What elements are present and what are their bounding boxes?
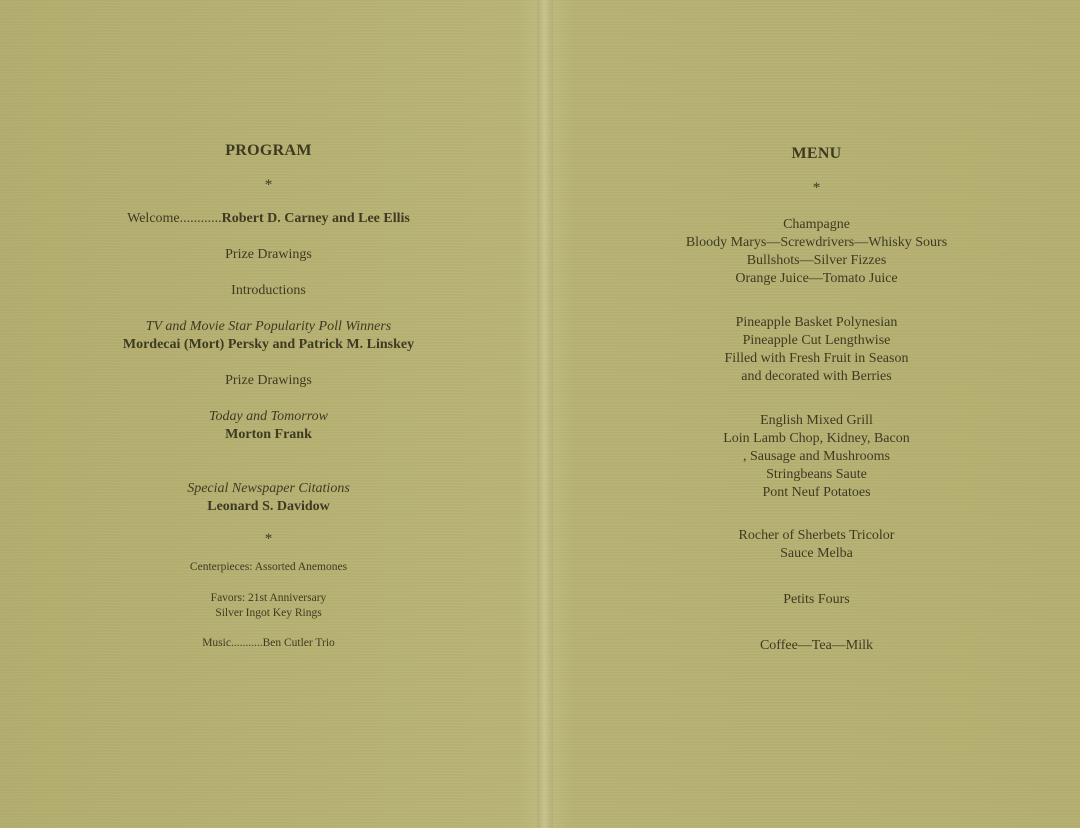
drinks-item: Champagne <box>783 217 850 232</box>
today-title: Today and Tomorrow <box>208 409 329 424</box>
beverages: Coffee—Tea—Milk <box>759 638 874 653</box>
music-label: Music <box>202 637 231 649</box>
grill-course: , Sausage and Mushrooms <box>743 449 890 464</box>
grill-course: English Mixed Grill <box>760 413 873 428</box>
fruit-course: Pineapple Cut Lengthwise <box>742 333 891 348</box>
welcome-label: Welcome <box>127 211 180 226</box>
welcome-line <box>0 210 537 228</box>
favors-line-2: Silver Ingot Key Rings <box>215 607 322 619</box>
welcome-names: Robert D. Carney and Lee Ellis <box>221 211 410 226</box>
music-performer: Ben Cutler Trio <box>262 637 335 649</box>
fruit-course: Pineapple Basket Polynesian <box>735 315 898 330</box>
dessert-course: Rocher of Sherbets Tricolor <box>738 528 895 543</box>
grill-course: Stringbeans Saute <box>766 467 867 482</box>
grill-course: Pont Neuf Potatoes <box>762 485 871 500</box>
star-divider: * <box>264 531 273 547</box>
fruit-course: and decorated with Berries <box>741 369 892 384</box>
centerpieces: Centerpieces: Assorted Anemones <box>189 561 348 573</box>
fruit-course: Filled with Fresh Fruit in Season <box>724 351 909 366</box>
favors-line-1: Favors: 21st Anniversary <box>210 592 327 604</box>
introductions: Introductions <box>231 283 306 298</box>
menu-heading: MENU <box>791 145 842 162</box>
drinks-item: Bullshots—Silver Fizzes <box>746 253 887 268</box>
petits-fours: Petits Fours <box>783 592 850 607</box>
program-heading: PROGRAM <box>225 142 312 159</box>
citations-title: Special Newspaper Citations <box>187 481 350 496</box>
star-divider: * <box>264 177 273 193</box>
today-speaker: Morton Frank <box>225 427 312 442</box>
star-divider: * <box>812 180 821 196</box>
prize-drawings: Prize Drawings <box>225 247 312 262</box>
drinks-item: Bloody Marys—Screwdrivers—Whisky Sours <box>685 235 948 250</box>
center-fold <box>537 0 553 828</box>
prize-drawings: Prize Drawings <box>225 373 312 388</box>
music-line <box>0 636 537 651</box>
drinks-item: Orange Juice—Tomato Juice <box>735 271 898 286</box>
grill-course: Loin Lamb Chop, Kidney, Bacon <box>723 431 910 446</box>
citations-recipient: Leonard S. Davidow <box>207 499 330 514</box>
poll-title: TV and Movie Star Popularity Poll Winners <box>145 319 392 334</box>
poll-winners: Mordecai (Mort) Persky and Patrick M. Linskey <box>122 337 415 352</box>
music-leader: ........... <box>230 637 263 649</box>
welcome-leader: ............ <box>179 211 222 226</box>
dessert-course: Sauce Melba <box>780 546 853 561</box>
